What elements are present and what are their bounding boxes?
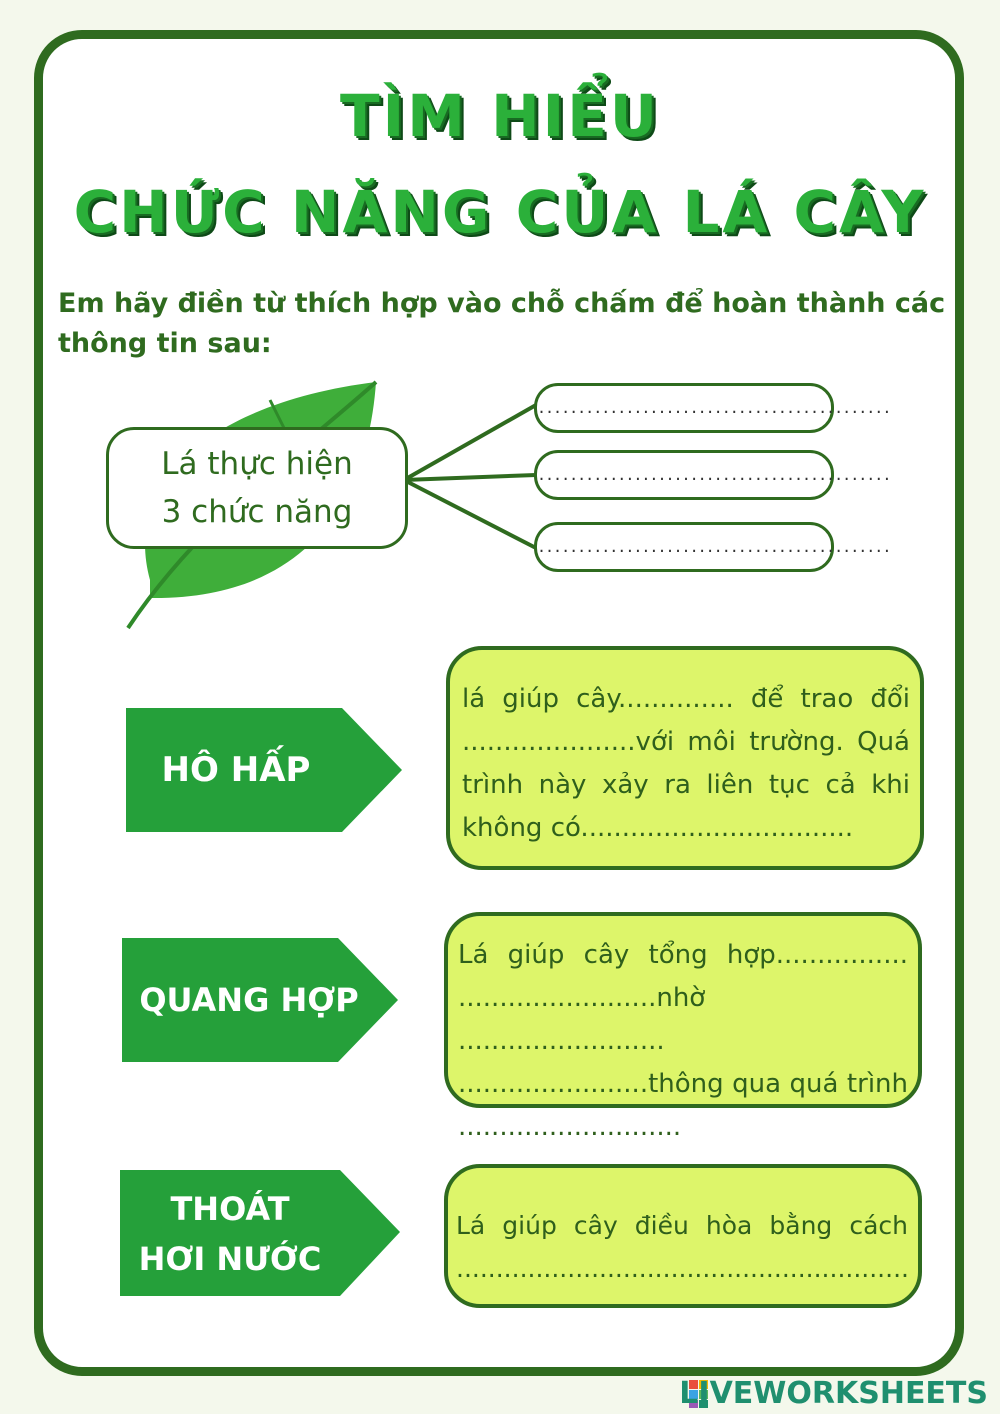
content-text-thoat-hoi-nuoc: Lá giúp cây điều hòa bằng cách ......................................................... [456, 1211, 909, 1283]
label-quang-hop-line1: QUANG HỢP [139, 981, 359, 1019]
center-box [106, 427, 408, 549]
connector-lines [404, 405, 536, 548]
instruction-text: Em hãy điền từ thích hợp vào chỗ chấm để hoàn thành các thông tin sau: [58, 288, 946, 359]
content-text-quang-hop: Lá giúp cây tổng hợp................ ........................nhờ ......................... .......................thông qua quá trình ........................... [458, 940, 908, 1142]
content-box-thoat-hoi-nuoc[interactable] [444, 1164, 922, 1308]
footer-brand[interactable]: LIVEWORKSHEETS [679, 1376, 988, 1411]
title-line-1: TÌM HIỂU [340, 82, 660, 150]
label-thoat-hoi-nuoc [120, 1184, 340, 1284]
center-line-1: Lá thực hiện [161, 446, 353, 482]
blank-function-3[interactable]: ............................................ [534, 522, 834, 572]
label-thoat-hoi-nuoc-line2: HƠI NƯỚC [138, 1240, 322, 1278]
label-ho-hap [126, 744, 346, 796]
title-line-2: CHỨC NĂNG CỦA LÁ CÂY [73, 178, 927, 246]
content-box-ho-hap[interactable] [446, 646, 924, 870]
center-line-2: 3 chức năng [161, 494, 353, 530]
blank-function-1[interactable]: ............................................ [534, 383, 834, 433]
label-quang-hop [122, 974, 376, 1026]
blank-function-2[interactable]: ............................................ [534, 450, 834, 500]
label-ho-hap-line1: HÔ HẤP [161, 750, 311, 790]
content-text-ho-hap: lá giúp cây.............. để trao đổi .....................với môi trường. Quá trình này xảy ra liên tục cả khi không có................................. [462, 684, 910, 843]
label-thoat-hoi-nuoc-line1: THOÁT [170, 1190, 290, 1228]
content-box-quang-hop[interactable] [444, 912, 922, 1142]
